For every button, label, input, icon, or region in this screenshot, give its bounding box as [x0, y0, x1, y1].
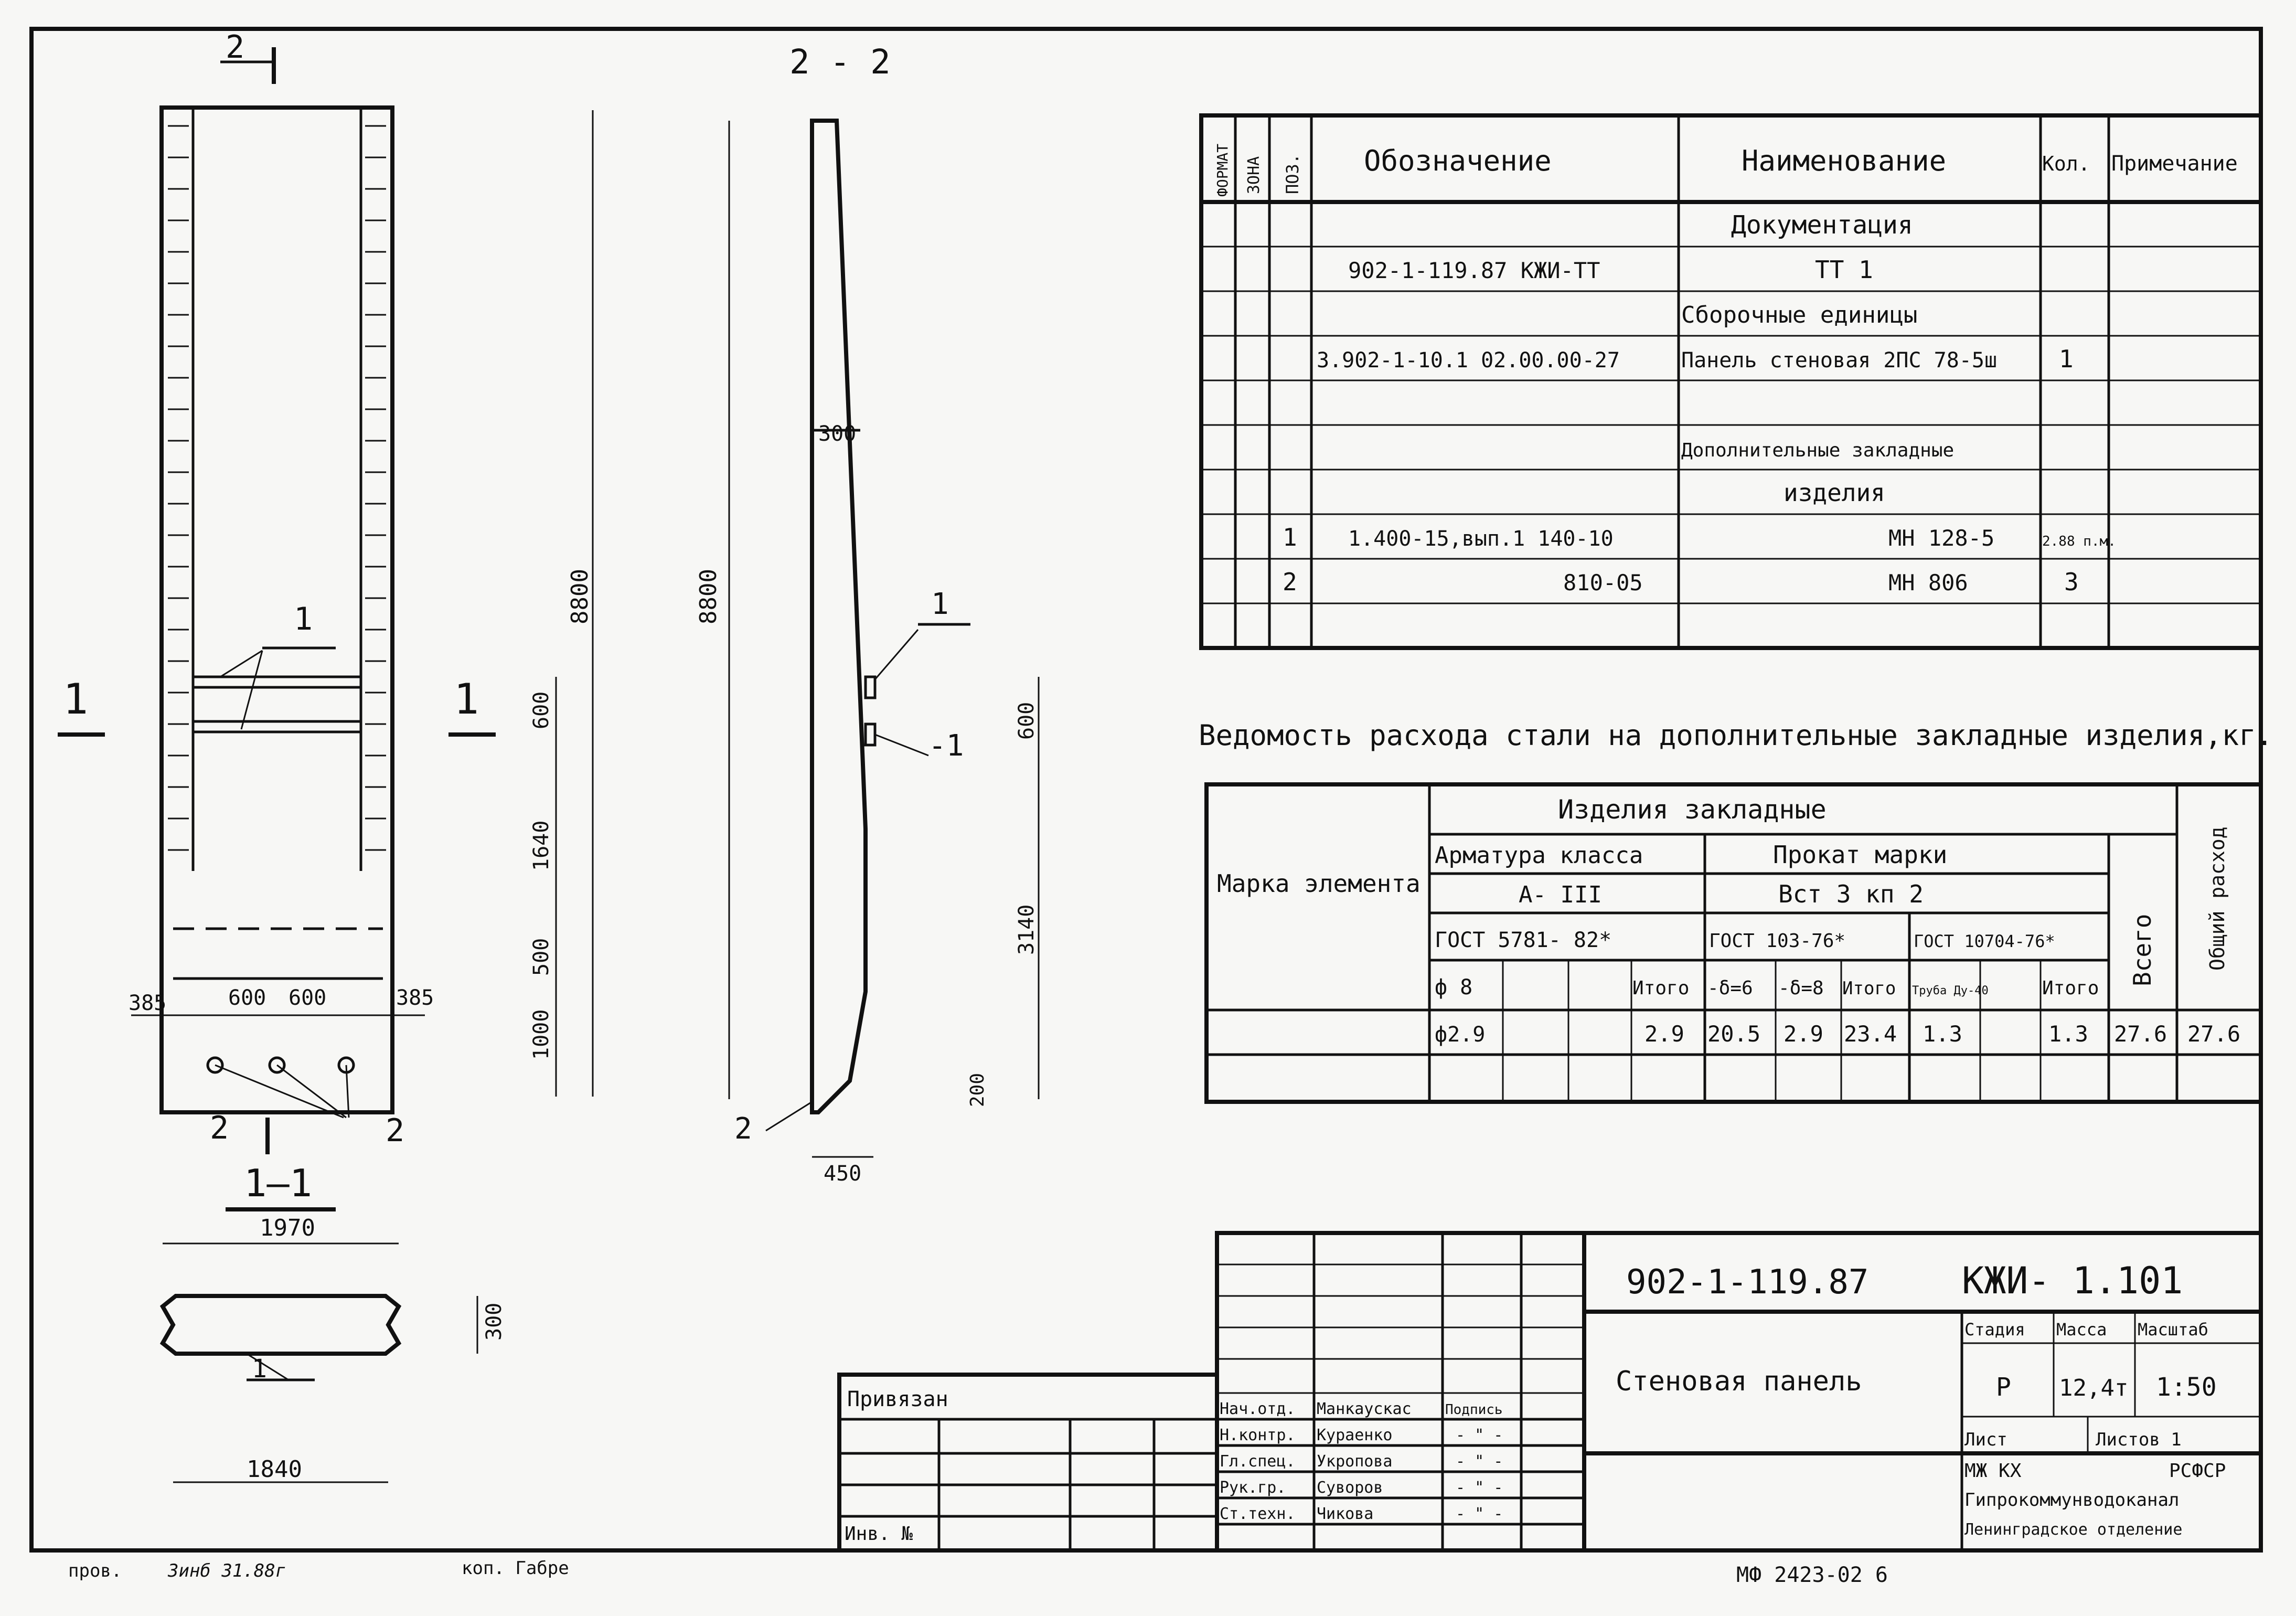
spec-table: [1201, 115, 2261, 648]
spec-header-name: Наименование: [1742, 144, 1947, 177]
dim-8800-front: 8800: [567, 569, 593, 624]
steel-value: 1.3: [1923, 1021, 1962, 1047]
title-mass: 12,4т: [2059, 1375, 2129, 1401]
front-view: [58, 29, 593, 1154]
section-2-2: [695, 43, 1039, 1186]
dim-450: 450: [824, 1162, 862, 1186]
spec-header-format: ФОРМАТ: [1214, 143, 1231, 197]
footer: [68, 1558, 1888, 1587]
callout-2-front: 2: [386, 1112, 405, 1149]
steel-header-rebar: Арматура класса: [1435, 842, 1643, 869]
steel-subcol: -δ=8: [1778, 977, 1824, 999]
steel-rolled-gost1: ГОСТ 103-76*: [1709, 930, 1846, 952]
sig-sign: - " -: [1456, 1426, 1503, 1444]
steel-subcol: Итого: [1842, 978, 1896, 999]
binding-box: [839, 1375, 1217, 1550]
spec-row-designation: 810-05: [1563, 570, 1643, 596]
sig-role: Нач.отд.: [1220, 1400, 1296, 1418]
spec-header-pos: ПОЗ.: [1283, 153, 1302, 194]
spec-row-pos: 1: [1283, 523, 1297, 551]
title-scale-label: Масштаб: [2138, 1320, 2208, 1339]
steel-subcol: Труба Ду-40: [1912, 984, 1989, 997]
callout-1-side: 1: [931, 587, 949, 621]
section-marker-top: 2: [226, 29, 245, 66]
sig-sign: - " -: [1456, 1452, 1503, 1471]
sig-name: Кураенко: [1317, 1426, 1393, 1444]
dim-300-side: 300: [818, 422, 857, 446]
section-1-1: [163, 1161, 506, 1483]
section-11-outline: [163, 1296, 399, 1354]
label-minus1: -1: [928, 729, 964, 763]
title-org1-left: МЖ КХ: [1964, 1460, 2022, 1482]
section-22-title: 2 - 2: [789, 43, 891, 82]
footer-copy: коп. Габре: [462, 1558, 569, 1579]
sig-sign: Подпись: [1445, 1402, 1503, 1418]
steel-rolled-gost2: ГОСТ 10704-76*: [1914, 931, 2055, 951]
dim-300-sec: 300: [482, 1302, 506, 1341]
panel-outline: [162, 108, 392, 1112]
title-org2: Гипрокоммунводоканал: [1964, 1490, 2180, 1511]
dim-600-side: 600: [1014, 701, 1039, 740]
dim-500: 500: [529, 938, 553, 976]
title-stage-label: Стадия: [1964, 1320, 2025, 1339]
spec-row-designation: 902-1-119.87 КЖИ-ТТ: [1348, 258, 1600, 283]
spec-header-zone: ЗОНА: [1245, 156, 1263, 194]
steel-rebar-class: А- III: [1519, 881, 1602, 908]
section-11-title: 1—1: [244, 1161, 313, 1205]
sig-name: Манкаускас: [1317, 1400, 1412, 1418]
sig-name: Суворов: [1317, 1479, 1383, 1497]
dim-1640: 1640: [529, 820, 553, 871]
section-marker-bottom: 2: [210, 1110, 229, 1146]
spec-row-name: Панель стеновая 2ПС 78-5ш: [1681, 348, 1998, 373]
section-11-marker-left: 1: [63, 675, 89, 724]
steel-table: [1199, 719, 2273, 1102]
steel-value: 27.6: [2114, 1021, 2167, 1047]
sig-sign: - " -: [1456, 1479, 1503, 1497]
spec-header-qty: Кол.: [2042, 152, 2090, 175]
spec-row-name: изделия: [1784, 479, 1885, 507]
steel-header-mark: Марка элемента: [1217, 869, 1421, 898]
steel-value: 2.9: [1784, 1021, 1823, 1047]
title-drawing-name: Стеновая панель: [1616, 1366, 1862, 1397]
section-11-marker-right: 1: [454, 675, 479, 724]
spec-row-designation: 3.902-1-10.1 02.00.00-27: [1317, 348, 1620, 373]
dim-1000: 1000: [529, 1009, 553, 1060]
dim-200: 200: [967, 1072, 988, 1107]
callout-1-front: 1: [294, 601, 313, 637]
steel-value: ф2.9: [1435, 1023, 1486, 1047]
spec-row-qty: 3: [2064, 568, 2079, 596]
spec-row-name: Сборочные единицы: [1681, 302, 1918, 328]
steel-rebar-gost: ГОСТ 5781- 82*: [1435, 928, 1612, 952]
steel-value: 23.4: [1844, 1021, 1897, 1047]
steel-value: 27.6: [2187, 1021, 2241, 1047]
footer-archive: МФ 2423-02 6: [1736, 1563, 1888, 1587]
sig-name: Чикова: [1317, 1505, 1374, 1523]
title-mass-label: Масса: [2056, 1320, 2107, 1339]
spec-row-qty: 1: [2059, 345, 2074, 373]
spec-row-name: Дополнительные закладные: [1681, 440, 1955, 461]
title-sheet-label: Лист: [1964, 1429, 2007, 1450]
steel-subcol: -δ=6: [1707, 977, 1753, 999]
dim-1970: 1970: [260, 1215, 315, 1241]
steel-value: 2.9: [1644, 1021, 1684, 1047]
spec-row-name: МН 128-5: [1888, 525, 1995, 551]
title-block: [1217, 1233, 2261, 1550]
dim-600-front: 600: [529, 691, 553, 729]
dim-600b: 600: [289, 986, 327, 1010]
sig-name: Укропова: [1317, 1452, 1393, 1471]
inv-label: Инв. №: [845, 1523, 913, 1545]
steel-header-overall: Общий расход: [2206, 826, 2229, 971]
sig-role: Н.контр.: [1220, 1426, 1296, 1444]
sig-role: Гл.спец.: [1220, 1452, 1296, 1471]
dim-1840: 1840: [247, 1456, 302, 1483]
spec-header-designation: Обозначение: [1364, 144, 1552, 177]
steel-header-embedded: Изделия закладные: [1558, 794, 1827, 825]
sig-role: Ст.техн.: [1220, 1505, 1296, 1523]
callout-1-sec: 1: [252, 1354, 267, 1384]
steel-value: 20.5: [1707, 1021, 1761, 1047]
title-sheets-label: Листов 1: [2096, 1429, 2182, 1450]
dim-600a: 600: [228, 986, 266, 1010]
dim-385-left: 385: [129, 991, 167, 1015]
steel-value: 1.3: [2048, 1021, 2088, 1047]
bound-label: Привязан: [847, 1387, 948, 1411]
section-22-outline: [812, 121, 866, 1112]
spec-row-pos: 2: [1283, 568, 1297, 596]
steel-header-total: Всего: [2128, 913, 2156, 986]
spec-header-note: Примечание: [2111, 152, 2238, 176]
footer-checked-sign: Зинб 31.88г: [168, 1560, 286, 1581]
title-project-code: 902-1-119.87: [1626, 1263, 1869, 1302]
dim-3140: 3140: [1014, 904, 1039, 955]
footer-checked: пров.: [68, 1560, 122, 1581]
steel-rolled-grade: Вст 3 кп 2: [1778, 880, 1924, 908]
spec-row-designation: 1.400-15,вып.1 140-10: [1348, 527, 1614, 551]
sheet-frame: [31, 29, 2261, 1550]
dim-8800-side: 8800: [695, 569, 722, 624]
steel-subcol: Итого: [2042, 977, 2099, 999]
spec-row-name: ТТ 1: [1815, 256, 1873, 284]
dim-385-right: 385: [396, 986, 434, 1010]
spec-row-qty: 2.88 п.м.: [2042, 534, 2116, 549]
sig-role: Рук.гр.: [1220, 1479, 1286, 1497]
steel-header-rolled: Прокат марки: [1773, 841, 1948, 869]
callout-2-side: 2: [734, 1112, 752, 1146]
title-scale: 1:50: [2156, 1373, 2217, 1402]
steel-subcol: Итого: [1632, 977, 1690, 999]
spec-row-name: МН 806: [1888, 570, 1968, 596]
title-org3: Ленинградское отделение: [1964, 1521, 2183, 1539]
title-org1-right: РСФСР: [2169, 1460, 2226, 1482]
spec-row-name: Документация: [1731, 210, 1913, 240]
title-sheet-code: КЖИ- 1.101: [1962, 1259, 2183, 1302]
steel-table-title: Ведомость расхода стали на дополнительные закладные изделия,кг.: [1199, 719, 2273, 752]
steel-subcol: ф 8: [1435, 975, 1473, 1000]
sig-sign: - " -: [1456, 1505, 1503, 1523]
title-stage: Р: [1996, 1373, 2011, 1402]
